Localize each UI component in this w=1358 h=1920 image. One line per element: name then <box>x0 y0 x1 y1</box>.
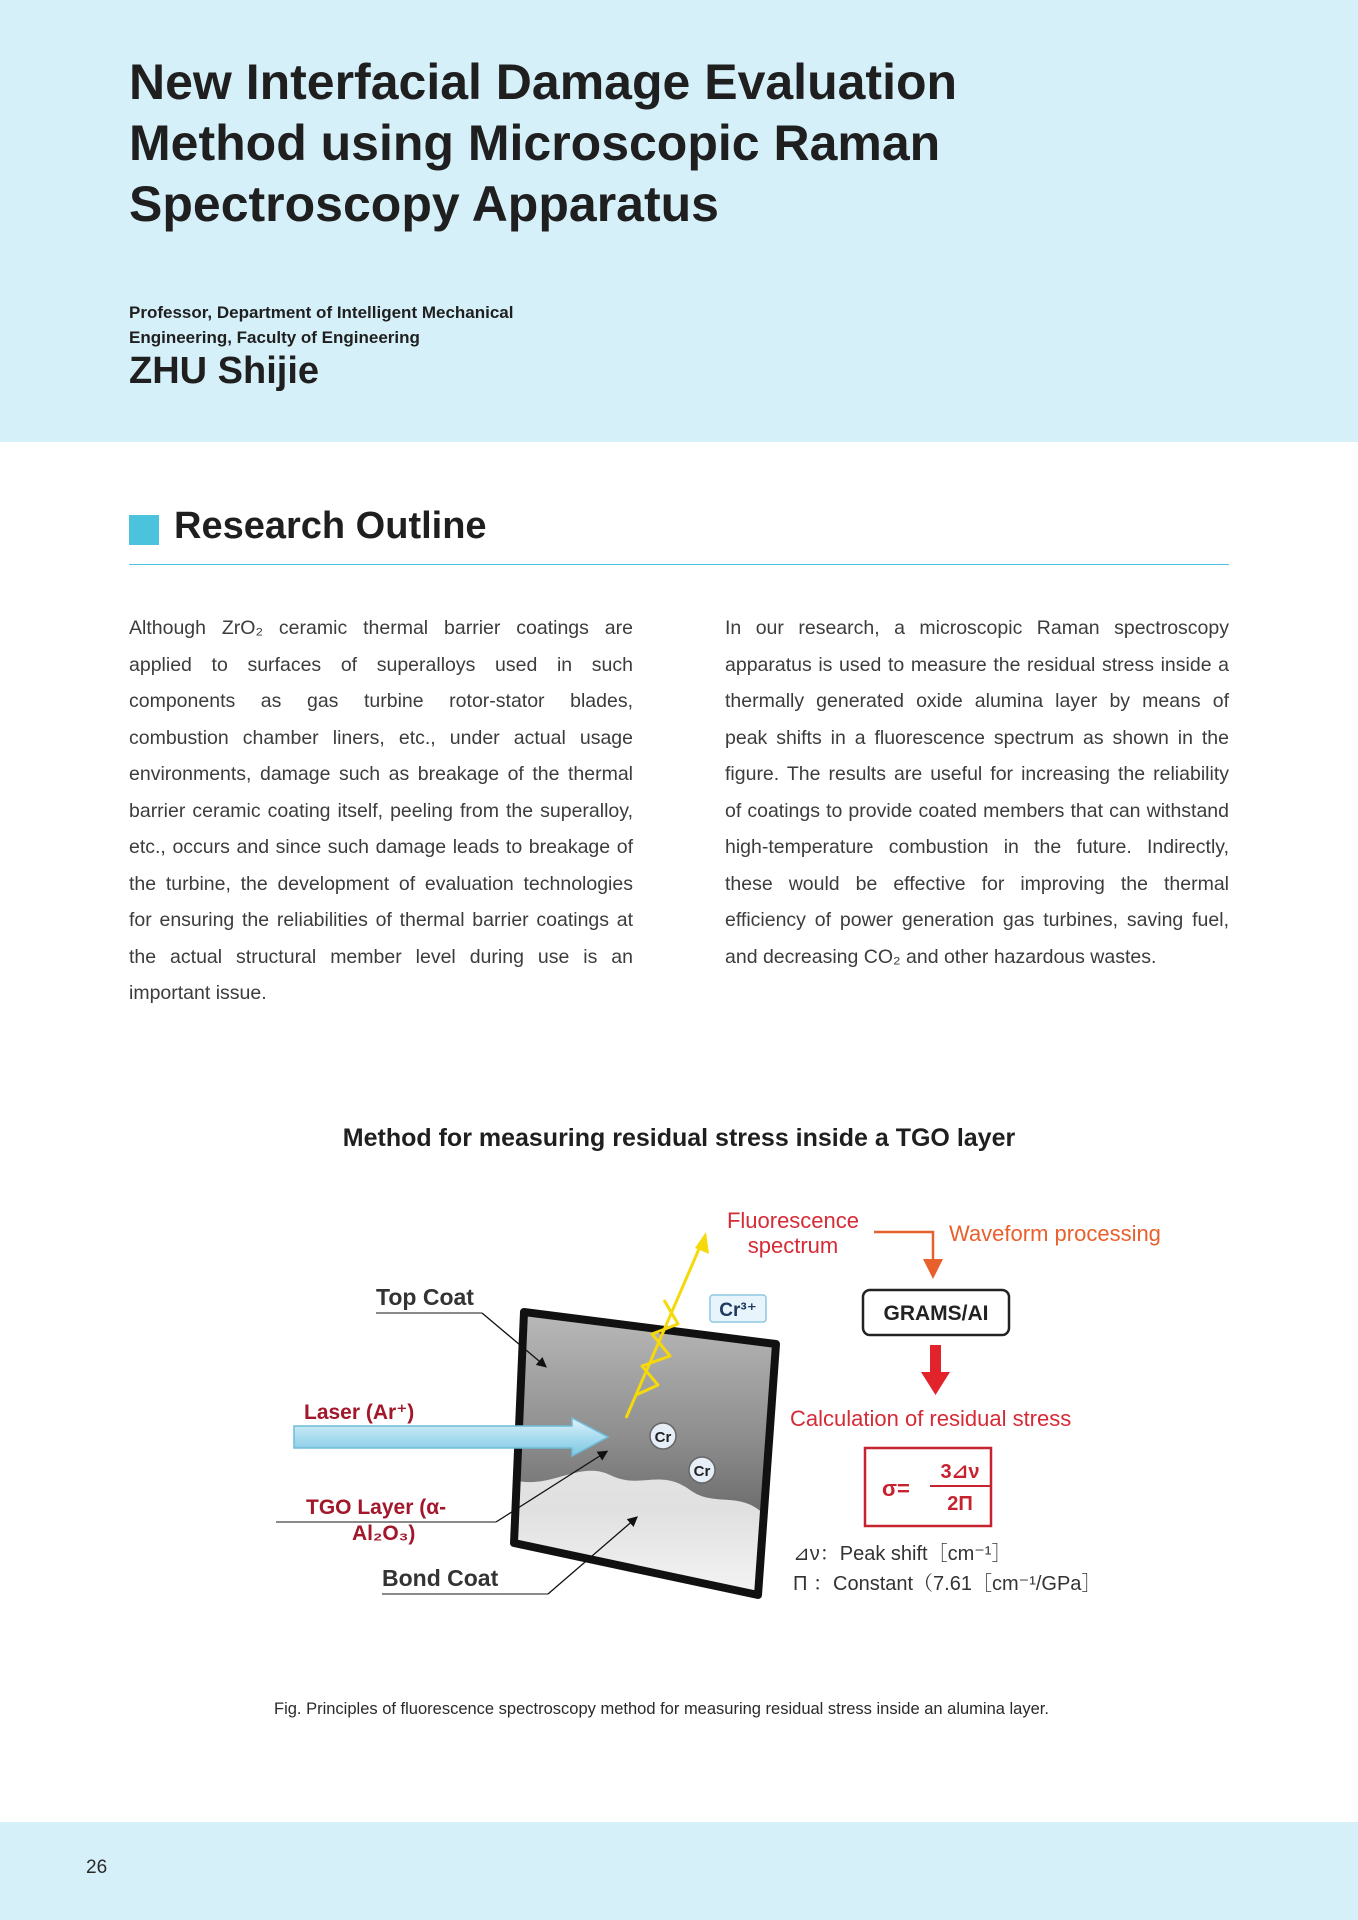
section-divider <box>129 564 1229 565</box>
sample-cross-section <box>514 1312 776 1595</box>
title-line: Method using Microscopic Raman <box>129 115 941 171</box>
author-affiliation <box>129 300 689 350</box>
affiliation-line: Engineering, Faculty of Engineering <box>129 328 420 347</box>
laser-label: Laser (Ar⁺) <box>304 1401 415 1424</box>
tgo-layer-label: TGO Layer (α- <box>306 1496 447 1519</box>
constant-legend: Π ：Constant（7.61［cm⁻¹/GPa］ <box>793 1573 1102 1595</box>
footer-band <box>0 1822 1358 1920</box>
title-line: Spectroscopy Apparatus <box>129 176 719 232</box>
cr3-label: Cr³⁺ <box>719 1300 757 1321</box>
figure-title: Method for measuring residual stress inside a TGO layer <box>342 1124 1016 1152</box>
waveform-arrow <box>874 1232 933 1274</box>
cr-label: Cr <box>654 1429 672 1446</box>
formula-denominator: 2Π <box>947 1493 973 1515</box>
bond-coat-label: Bond Coat <box>382 1565 499 1591</box>
page-title <box>129 52 1029 235</box>
paragraph-left: Although ZrO₂ ceramic thermal barrier coatings are applied to surfaces of superalloys used in such components as gas turbine rotor-stator blades, combustion chamber liners, etc., under actual usage environments, damage such as breakage of the thermal barrier ceramic coating itself, peeling from the superalloy, etc., occurs and since such damage leads to breakage of the turbine, the development of evaluation technologies for ensuring the reliabilities of thermal barrier coatings at the actual structural member level during use is an important issue. <box>129 617 633 1004</box>
cr-marker <box>689 1457 715 1483</box>
calculation-label: Calculation of residual stress <box>790 1406 1072 1431</box>
figure-caption: Fig. Principles of fluorescence spectroscopy method for measuring residual stress inside an alumina layer. <box>274 1700 1049 1718</box>
red-down-arrow <box>921 1345 950 1395</box>
grams-label: GRAMS/AI <box>883 1302 989 1325</box>
fluorescence-label: spectrum <box>747 1233 839 1258</box>
waveform-label: Waveform processing <box>949 1221 1161 1246</box>
formula-numerator: 3⊿ν <box>940 1461 980 1483</box>
title-line: New Interfacial Damage Evaluation <box>129 54 958 110</box>
paragraph-right: In our research, a microscopic Raman spectroscopy apparatus is used to measure the residual stress inside a thermally generated oxide alumina layer by means of peak shifts in a fluorescence spectrum as shown in the figure. The results are useful for increasing the reliability of coatings to provide coated members that can withstand high-temperature combustion in the future. Indirectly, these would be effective for improving the thermal efficiency of power generation gas turbines, saving fuel, and decreasing CO₂ and other hazardous wastes. <box>725 617 1229 968</box>
cr-marker <box>650 1423 676 1449</box>
tgo-layer-label: Al₂O₃) <box>352 1522 416 1545</box>
peak-shift-legend: ⊿ν：Peak shift［cm⁻¹］ <box>793 1543 1012 1565</box>
fluorescence-label: Fluorescence <box>726 1208 860 1233</box>
affiliation-line: Professor, Department of Intelligent Mechanical <box>129 303 514 322</box>
page-number: 26 <box>86 1857 108 1878</box>
section-title: Research Outline <box>174 505 487 547</box>
tgo-measurement-diagram <box>260 1190 1200 1630</box>
author-name: ZHU Shijie <box>129 350 320 392</box>
section-marker <box>129 515 159 545</box>
formula-lhs: σ= <box>882 1476 910 1501</box>
cr-label: Cr <box>693 1463 711 1480</box>
top-coat-label: Top Coat <box>376 1284 474 1310</box>
